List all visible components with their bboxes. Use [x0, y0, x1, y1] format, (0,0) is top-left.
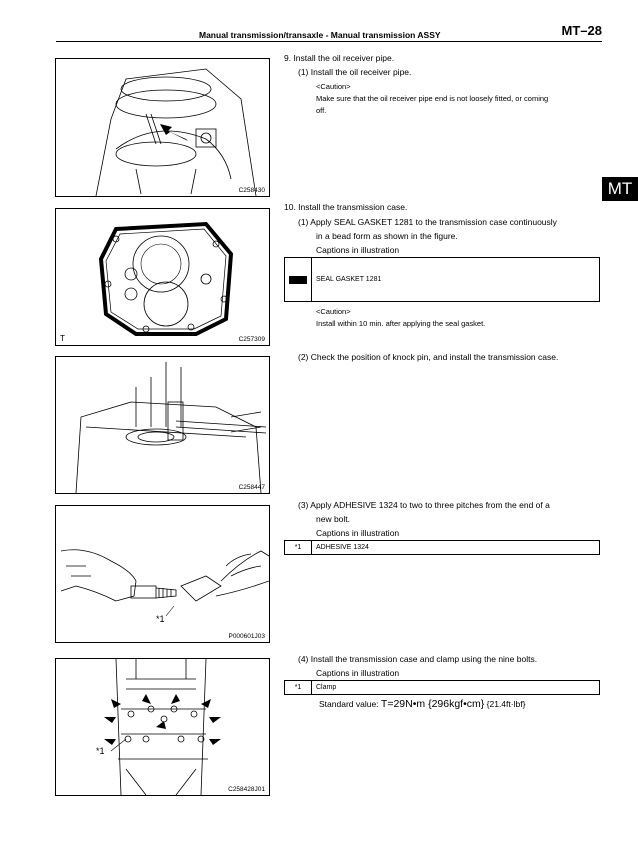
step-10-sub2: (2) Check the position of knock pin, and install the transmission case. [298, 352, 559, 362]
hammer-install-illustration [56, 357, 269, 493]
caption-swatch-cell [285, 258, 312, 301]
seal-gasket-caption-row [284, 257, 600, 302]
step-10-sub1-captions: Captions in illustration [316, 245, 400, 255]
transmission-bolts-illustration [56, 659, 269, 795]
callout-1: *1 [96, 746, 105, 756]
section-tab: MT [602, 177, 638, 201]
adhesive-caption-row [284, 540, 600, 555]
figure-knock-pin [55, 356, 270, 494]
callout-1: *1 [156, 614, 165, 624]
step-10-sub1-line2: in a bead form as shown in the figure. [316, 231, 458, 241]
caption-label: Clamp [316, 684, 337, 691]
standard-value-main: T=29N•m {296kgf•cm} [380, 698, 485, 710]
step-9-caution-line2: off. [316, 106, 327, 115]
standard-value-alt: {21.4ft·lbf} [486, 699, 526, 709]
figure-code: C258447 [238, 484, 265, 491]
step-10-sub3-captions: Captions in illustration [316, 528, 400, 538]
caption-number: *1 [285, 541, 312, 554]
transmission-case-gasket-illustration [56, 209, 269, 345]
step-10-sub4-captions: Captions in illustration [316, 668, 400, 678]
caption-label: ADHESIVE 1324 [316, 544, 369, 551]
seal-gasket-swatch [289, 276, 307, 284]
figure-mark: T [60, 334, 65, 343]
step-9-title: 9. Install the oil receiver pipe. [284, 53, 395, 63]
step-9-caution-line1: Make sure that the oil receiver pipe end is not loosely fitted, or coming [316, 94, 549, 103]
step-10-sub4: (4) Install the transmission case and clamp using the nine bolts. [298, 654, 538, 664]
header-rule [56, 41, 602, 42]
clamp-caption-row [284, 680, 600, 695]
page-number: MT–28 [561, 23, 602, 38]
caption-label: SEAL GASKET 1281 [316, 276, 382, 283]
step-10-title: 10. Install the transmission case. [284, 202, 408, 212]
step-10-caution-text: Install within 10 min. after applying the seal gasket. [316, 319, 486, 328]
figure-code: P000601J03 [228, 633, 265, 640]
figure-adhesive [55, 505, 270, 643]
figure-code: C258428J01 [228, 786, 265, 793]
figure-seal-gasket [55, 208, 270, 346]
step-9-sub1: (1) Install the oil receiver pipe. [298, 67, 412, 77]
step-10-sub3-line2: new bolt. [316, 514, 351, 524]
figure-code: C258430 [238, 187, 265, 194]
caption-number: *1 [285, 681, 312, 694]
figure-code: C257309 [238, 336, 265, 343]
standard-value [319, 698, 525, 710]
figure-clamp-bolts [55, 658, 270, 796]
standard-value-label: Standard value: [319, 699, 379, 709]
step-10-caution-label: <Caution> [316, 307, 351, 316]
header-title: Manual transmission/transaxle - Manual transmission ASSY [199, 30, 441, 40]
step-10-sub1-line1: (1) Apply SEAL GASKET 1281 to the transmission case continuously [298, 217, 557, 227]
step-10-sub3-line1: (3) Apply ADHESIVE 1324 to two to three pitches from the end of a [298, 500, 550, 510]
figure-oil-receiver-pipe [55, 58, 270, 197]
oil-receiver-pipe-illustration [56, 59, 269, 196]
step-9-caution-label: <Caution> [316, 82, 351, 91]
